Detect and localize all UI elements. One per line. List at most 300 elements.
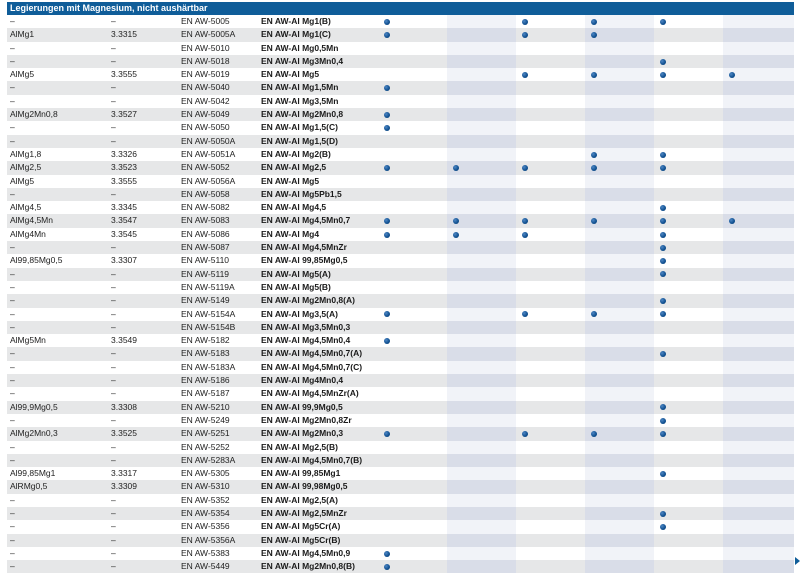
mark-cell [723, 55, 794, 68]
table-row [7, 268, 794, 281]
mark-cell [723, 15, 794, 28]
mark-cell [378, 241, 447, 254]
table-row [7, 228, 794, 241]
mark-cell [585, 308, 654, 321]
en-designation-cell: EN AW-5182 [181, 335, 230, 346]
mark-cell [585, 28, 654, 41]
en-designation-cell: EN AW-5050 [181, 122, 230, 133]
mark-cell [447, 361, 516, 374]
bullet-icon [453, 218, 459, 224]
chemical-designation-cell: EN AW-Al Mg2(B) [261, 148, 331, 159]
bullet-icon [729, 218, 735, 224]
material-number-cell: – [108, 534, 178, 547]
material-number-cell: – [108, 374, 178, 387]
en-designation-cell: EN AW-5352 [181, 494, 230, 505]
mark-cell [516, 42, 585, 55]
mark-cell [378, 534, 447, 547]
mark-cell [723, 42, 794, 55]
en-designation-cell: EN AW-5356A [178, 534, 258, 547]
mark-cell [585, 467, 654, 480]
en-designation-cell: EN AW-5082 [181, 202, 230, 213]
material-number-cell: – [111, 122, 116, 133]
material-number-cell: 3.3555 [111, 175, 137, 186]
mark-cell [447, 387, 516, 400]
mark-cell [516, 28, 585, 41]
bullet-icon [660, 19, 666, 25]
mark-cell [654, 401, 723, 414]
mark-cell [447, 15, 516, 28]
mark-cell [447, 534, 516, 547]
material-number-cell: – [108, 81, 178, 94]
mark-cell [723, 467, 794, 480]
mark-cell [723, 95, 794, 108]
table-row [7, 414, 794, 427]
mark-cell [723, 201, 794, 214]
bullet-icon [660, 431, 666, 437]
material-number-cell: 3.3315 [108, 28, 178, 41]
bullet-icon [384, 85, 390, 91]
en-designation-cell: EN AW-5383 [181, 547, 230, 558]
material-number-cell: – [111, 521, 116, 532]
mark-cell [585, 401, 654, 414]
mark-cell [378, 401, 447, 414]
bullet-icon [660, 232, 666, 238]
chemical-designation-cell: EN AW-Al Mg4Mn0,4 [258, 374, 378, 387]
mark-cell [723, 68, 794, 81]
mark-cell [378, 201, 447, 214]
mark-cell [723, 254, 794, 267]
material-number-cell: – [111, 494, 116, 505]
mark-cell [654, 494, 723, 507]
mark-cell [654, 534, 723, 547]
mark-cell [654, 321, 723, 334]
mark-cell [723, 214, 794, 227]
designation-old-cell: AlMg2Mn0,3 [7, 427, 108, 440]
designation-old-cell: AlMg4Mn [10, 228, 46, 239]
mark-cell [447, 480, 516, 493]
chemical-designation-cell: EN AW-Al Mg2Mn0,8(A) [258, 294, 378, 307]
mark-cell [378, 188, 447, 201]
mark-cell [654, 441, 723, 454]
mark-cell [447, 254, 516, 267]
mark-cell [654, 108, 723, 121]
material-number-cell: 3.3308 [108, 401, 178, 414]
mark-cell [654, 294, 723, 307]
mark-cell [516, 68, 585, 81]
mark-cell [447, 135, 516, 148]
mark-cell [447, 241, 516, 254]
table-row [7, 427, 794, 440]
mark-cell [723, 361, 794, 374]
en-designation-cell: EN AW-5010 [181, 42, 230, 53]
bullet-icon [729, 72, 735, 78]
mark-cell [516, 268, 585, 281]
table-row [7, 494, 794, 507]
table-row [7, 121, 794, 134]
material-number-cell: – [108, 560, 178, 573]
material-number-cell: – [108, 135, 178, 148]
mark-cell [516, 228, 585, 241]
designation-old-cell: – [10, 441, 15, 452]
chemical-designation-cell: EN AW-Al Mg5 [261, 69, 320, 80]
mark-cell [723, 387, 794, 400]
mark-cell [447, 547, 516, 560]
mark-cell [585, 148, 654, 161]
mark-cell [585, 454, 654, 467]
mark-cell [447, 95, 516, 108]
material-number-cell: – [111, 361, 116, 372]
mark-cell [654, 254, 723, 267]
mark-cell [585, 161, 654, 174]
bullet-icon [660, 511, 666, 517]
chemical-designation-cell: EN AW-Al Mg4,5Mn0,9 [261, 547, 351, 558]
material-number-cell: – [108, 347, 178, 360]
designation-old-cell: – [7, 55, 108, 68]
designation-old-cell: Al99,85Mg0,5 [10, 255, 63, 266]
mark-cell [654, 135, 723, 148]
chemical-designation-cell: EN AW-Al Mg2,5(A) [261, 494, 338, 505]
bullet-icon [522, 19, 528, 25]
en-designation-cell: EN AW-5154B [178, 321, 258, 334]
mark-cell [516, 560, 585, 573]
mark-cell [516, 281, 585, 294]
mark-cell [378, 15, 447, 28]
mark-cell [447, 374, 516, 387]
table-row [7, 507, 794, 520]
mark-cell [585, 42, 654, 55]
designation-old-cell: – [7, 81, 108, 94]
bullet-icon [660, 258, 666, 264]
mark-cell [516, 427, 585, 440]
bullet-icon [384, 165, 390, 171]
mark-cell [516, 135, 585, 148]
mark-cell [585, 201, 654, 214]
table-row [7, 201, 794, 214]
mark-cell [723, 228, 794, 241]
material-number-cell: 3.3549 [111, 335, 137, 346]
mark-cell [723, 347, 794, 360]
designation-old-cell: – [10, 361, 15, 372]
table-row [7, 294, 794, 307]
mark-cell [723, 441, 794, 454]
bullet-icon [384, 218, 390, 224]
chemical-designation-cell: EN AW-Al Mg2,5MnZr [258, 507, 378, 520]
chemical-designation-cell: EN AW-Al Mg3,5Mn [261, 95, 339, 106]
en-designation-cell: EN AW-5305 [181, 468, 230, 479]
table-row [7, 254, 794, 267]
mark-cell [516, 108, 585, 121]
mark-cell [723, 454, 794, 467]
table-row [7, 480, 794, 493]
mark-cell [723, 108, 794, 121]
designation-old-cell: – [7, 188, 108, 201]
mark-cell [585, 547, 654, 560]
mark-cell [585, 480, 654, 493]
mark-cell [654, 188, 723, 201]
en-designation-cell: EN AW-5042 [181, 95, 230, 106]
designation-old-cell: – [7, 347, 108, 360]
en-designation-cell: EN AW-5086 [181, 228, 230, 239]
en-designation-cell: EN AW-5019 [181, 69, 230, 80]
mark-cell [378, 228, 447, 241]
material-number-cell: – [108, 268, 178, 281]
chemical-designation-cell: EN AW-Al Mg3,5(A) [261, 308, 338, 319]
mark-cell [723, 175, 794, 188]
mark-cell [585, 81, 654, 94]
mark-cell [654, 454, 723, 467]
bullet-icon [660, 245, 666, 251]
mark-cell [654, 281, 723, 294]
mark-cell [723, 28, 794, 41]
bullet-icon [591, 72, 597, 78]
mark-cell [723, 161, 794, 174]
designation-old-cell: AlMg4,5 [10, 202, 42, 213]
chemical-designation-cell: EN AW-Al Mg2Mn0,8Zr [261, 414, 352, 425]
mark-cell [654, 387, 723, 400]
mark-cell [516, 361, 585, 374]
bullet-icon [522, 218, 528, 224]
bullet-icon [591, 19, 597, 25]
mark-cell [654, 95, 723, 108]
material-number-cell: 3.3547 [108, 214, 178, 227]
mark-cell [516, 241, 585, 254]
material-number-cell: 3.3317 [111, 468, 137, 479]
en-designation-cell: EN AW-5187 [181, 388, 230, 399]
mark-cell [378, 268, 447, 281]
chemical-designation-cell: EN AW-Al Mg0,5Mn [261, 42, 339, 53]
mark-cell [378, 28, 447, 41]
en-designation-cell: EN AW-5005A [178, 28, 258, 41]
material-number-cell: 3.3307 [111, 255, 137, 266]
mark-cell [654, 241, 723, 254]
mark-cell [585, 68, 654, 81]
material-number-cell: 3.3545 [111, 228, 137, 239]
mark-cell [723, 374, 794, 387]
mark-cell [378, 467, 447, 480]
en-designation-cell: EN AW-5052 [178, 161, 258, 174]
chemical-designation-cell: EN AW-Al Mg2,5 [258, 161, 378, 174]
designation-old-cell: – [10, 42, 15, 53]
designation-old-cell: – [7, 374, 108, 387]
bullet-icon [522, 72, 528, 78]
mark-cell [585, 175, 654, 188]
mark-cell [516, 308, 585, 321]
mark-cell [585, 135, 654, 148]
table-title: Legierungen mit Magnesium, nicht aushärtbar [7, 2, 794, 15]
bullet-icon [591, 218, 597, 224]
mark-cell [447, 121, 516, 134]
table-row [7, 534, 794, 547]
chemical-designation-cell: EN AW-Al Mg3Mn0,4 [258, 55, 378, 68]
chemical-designation-cell: EN AW-Al Mg1,5Mn [258, 81, 378, 94]
designation-old-cell: – [10, 547, 15, 558]
designation-old-cell: Al99,9Mg0,5 [7, 401, 108, 414]
material-number-cell: – [111, 95, 116, 106]
mark-cell [516, 188, 585, 201]
mark-cell [654, 81, 723, 94]
mark-cell [378, 121, 447, 134]
mark-cell [447, 175, 516, 188]
mark-cell [378, 321, 447, 334]
chemical-designation-cell: EN AW-Al Mg4,5Mn0,4 [261, 335, 351, 346]
material-number-cell: 3.3527 [108, 108, 178, 121]
chemical-designation-cell: EN AW-Al 99,85Mg1 [261, 468, 341, 479]
mark-cell [447, 68, 516, 81]
mark-cell [378, 175, 447, 188]
designation-old-cell: AlMg4,5Mn [7, 214, 108, 227]
mark-cell [447, 401, 516, 414]
mark-cell [654, 55, 723, 68]
alloy-table [7, 15, 794, 573]
mark-cell [378, 387, 447, 400]
mark-cell [378, 148, 447, 161]
mark-cell [654, 214, 723, 227]
mark-cell [516, 494, 585, 507]
mark-cell [378, 254, 447, 267]
designation-old-cell: – [7, 507, 108, 520]
mark-cell [585, 347, 654, 360]
designation-old-cell: – [7, 454, 108, 467]
chemical-designation-cell: EN AW-Al 99,9Mg0,5 [258, 401, 378, 414]
material-number-cell: 3.3326 [111, 148, 137, 159]
mark-cell [447, 347, 516, 360]
bullet-icon [384, 431, 390, 437]
mark-cell [378, 414, 447, 427]
mark-cell [516, 374, 585, 387]
chemical-designation-cell: EN AW-Al 99,85Mg0,5 [261, 255, 348, 266]
chemical-designation-cell: EN AW-Al Mg4,5 [261, 202, 327, 213]
material-number-cell: – [111, 547, 116, 558]
designation-old-cell: – [7, 241, 108, 254]
mark-cell [516, 480, 585, 493]
table-row [7, 347, 794, 360]
bullet-icon [522, 32, 528, 38]
mark-cell [654, 374, 723, 387]
mark-cell [516, 547, 585, 560]
mark-cell [654, 42, 723, 55]
table-row [7, 560, 794, 573]
material-number-cell: 3.3523 [108, 161, 178, 174]
designation-old-cell: – [7, 268, 108, 281]
mark-cell [516, 175, 585, 188]
mark-cell [447, 161, 516, 174]
en-designation-cell: EN AW-5056A [181, 175, 236, 186]
table-row [7, 135, 794, 148]
mark-cell [378, 108, 447, 121]
bullet-icon [591, 32, 597, 38]
mark-cell [723, 547, 794, 560]
mark-cell [378, 334, 447, 347]
mark-cell [447, 55, 516, 68]
mark-cell [585, 534, 654, 547]
mark-cell [585, 15, 654, 28]
mark-cell [378, 161, 447, 174]
designation-old-cell: – [10, 95, 15, 106]
mark-cell [585, 268, 654, 281]
mark-cell [585, 387, 654, 400]
mark-cell [516, 520, 585, 533]
mark-cell [654, 347, 723, 360]
en-designation-cell: EN AW-5356 [181, 521, 230, 532]
chemical-designation-cell: EN AW-Al Mg2Mn0,8 [258, 108, 378, 121]
bullet-icon [660, 205, 666, 211]
designation-old-cell: – [10, 388, 15, 399]
mark-cell [654, 15, 723, 28]
mark-cell [723, 480, 794, 493]
bullet-icon [660, 311, 666, 317]
bullet-icon [522, 165, 528, 171]
mark-cell [654, 414, 723, 427]
mark-cell [447, 281, 516, 294]
mark-cell [516, 95, 585, 108]
table-row [7, 42, 794, 55]
designation-old-cell: AlMg5 [10, 175, 35, 186]
mark-cell [516, 81, 585, 94]
material-number-cell: – [111, 388, 116, 399]
mark-cell [585, 560, 654, 573]
mark-cell [516, 55, 585, 68]
bullet-icon [522, 431, 528, 437]
table-row [7, 28, 794, 41]
en-designation-cell: EN AW-5119A [181, 281, 235, 292]
mark-cell [378, 135, 447, 148]
mark-cell [585, 188, 654, 201]
mark-cell [723, 294, 794, 307]
bullet-icon [591, 311, 597, 317]
table-row [7, 68, 794, 81]
bullet-icon [384, 112, 390, 118]
mark-cell [723, 308, 794, 321]
designation-old-cell: AlMg1,8 [10, 148, 42, 159]
bullet-icon [660, 165, 666, 171]
mark-cell [447, 507, 516, 520]
table-row [7, 547, 794, 560]
chemical-designation-cell: EN AW-Al 99,98Mg0,5 [258, 480, 378, 493]
bullet-icon [660, 418, 666, 424]
mark-cell [378, 294, 447, 307]
mark-cell [585, 228, 654, 241]
mark-cell [516, 201, 585, 214]
bullet-icon [660, 524, 666, 530]
bullet-icon [384, 125, 390, 131]
bullet-icon [384, 32, 390, 38]
table-row [7, 175, 794, 188]
mark-cell [654, 148, 723, 161]
material-number-cell: – [111, 16, 116, 26]
table-row [7, 148, 794, 161]
continue-arrow-icon [795, 557, 800, 565]
mark-cell [585, 121, 654, 134]
en-designation-cell: EN AW-5087 [178, 241, 258, 254]
mark-cell [378, 454, 447, 467]
mark-cell [378, 361, 447, 374]
chemical-designation-cell: EN AW-Al Mg5Pb1,5 [258, 188, 378, 201]
mark-cell [723, 241, 794, 254]
en-designation-cell: EN AW-5018 [178, 55, 258, 68]
mark-cell [654, 427, 723, 440]
bullet-icon [660, 404, 666, 410]
bullet-icon [660, 351, 666, 357]
bullet-icon [660, 298, 666, 304]
en-designation-cell: EN AW-5283A [178, 454, 258, 467]
table-row [7, 188, 794, 201]
mark-cell [723, 281, 794, 294]
material-number-cell: – [108, 454, 178, 467]
designation-old-cell: – [10, 16, 15, 26]
bullet-icon [660, 59, 666, 65]
en-designation-cell: EN AW-5183A [181, 361, 236, 372]
mark-cell [447, 520, 516, 533]
